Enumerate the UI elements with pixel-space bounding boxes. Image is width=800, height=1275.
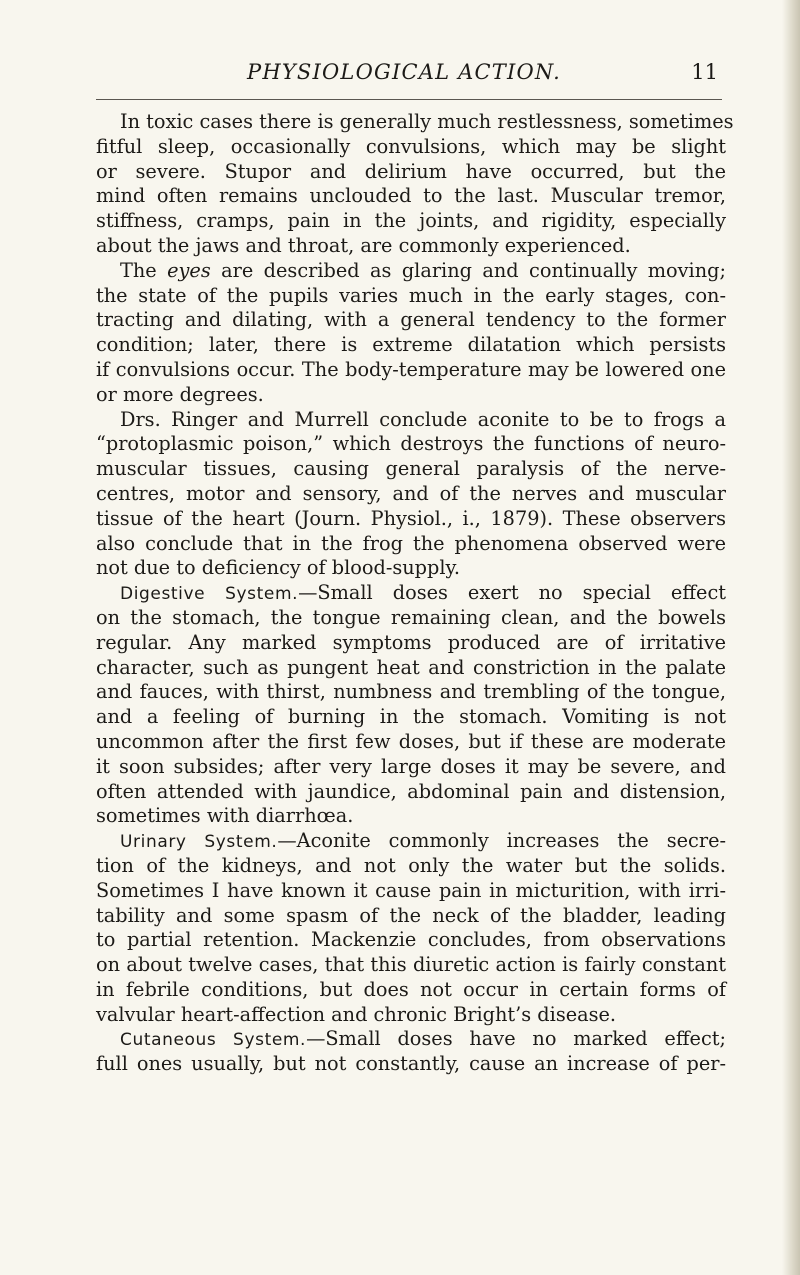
text-line: centres, motor and sensory, and of the nerves and muscular: [96, 481, 726, 505]
text-line: [96, 1027, 726, 1052]
running-title: PHYSIOLOGICAL ACTION.: [247, 60, 561, 84]
text-line: [96, 829, 726, 854]
text-line: and fauces, with thirst, numbness and trembling of the tongue,: [96, 680, 726, 704]
text-line: muscular tissues, causing general paralysis of the nerve-: [96, 457, 726, 481]
text-line: sometimes with diarrhœa.: [96, 804, 354, 828]
text-run: —Small doses have no marked effect;: [306, 1027, 726, 1051]
text-line: mind often remains unclouded to the last. Muscular tremor,: [96, 184, 726, 208]
text-line: “protoplasmic poison,” which destroys the functions of neuro-: [96, 432, 726, 456]
text-line: stiffness, cramps, pain in the joints, and rigidity, especially: [96, 209, 726, 233]
text-line: condition; later, there is extreme dilatation which persists: [96, 333, 726, 357]
text-line: on about twelve cases, that this diuretic action is fairly constant: [96, 953, 726, 977]
text-line: and a feeling of burning in the stomach. Vomiting is not: [96, 705, 726, 729]
italic-text: eyes: [167, 258, 211, 282]
section-heading: Urinary System.: [120, 832, 278, 853]
text-line: tability and some spasm of the neck of the bladder, leading: [96, 903, 726, 927]
text-line: [96, 259, 726, 284]
text-line: fitful sleep, occasionally convulsions, which may be slight: [96, 134, 726, 158]
text-line: often attended with jaundice, abdominal pain and distension,: [96, 779, 726, 803]
text-line: also conclude that in the frog the phenomena observed were: [96, 531, 726, 555]
text-line: full ones usually, but not constantly, cause an increase of per-: [96, 1052, 726, 1076]
text-line: the state of the pupils varies much in the early stages, con-: [96, 283, 726, 307]
header-rule: [96, 99, 722, 100]
body-text: [96, 110, 734, 1077]
text-line: tissue of the heart (Journ. Physiol., i., 1879). These observers: [96, 506, 726, 530]
text-line: character, such as pungent heat and constriction in the palate: [96, 655, 726, 679]
text-line: tion of the kidneys, and not only the water but the solids.: [96, 853, 726, 877]
text-run: The: [120, 258, 168, 282]
text-line: regular. Any marked symptoms produced are of irritative: [96, 630, 726, 654]
text-line: on the stomach, the tongue remaining clean, and the bowels: [96, 605, 726, 629]
text-line: not due to deficiency of blood-supply.: [96, 556, 460, 580]
section-heading: Digestive System.: [120, 584, 299, 605]
text-line: about the jaws and throat, are commonly experienced.: [96, 233, 631, 257]
section-heading: Cutaneous System.: [120, 1030, 307, 1051]
text-line: tracting and dilating, with a general tendency to the former: [96, 308, 726, 332]
page-number: 11: [691, 60, 718, 84]
text-line: valvular heart-affection and chronic Bright’s disease.: [96, 1002, 617, 1026]
text-line: Drs. Ringer and Murrell conclude aconite to be to frogs a: [120, 407, 726, 431]
text-line: it soon subsides; after very large doses it may be severe, and: [96, 754, 726, 778]
page-edge-shadow: [782, 0, 800, 1275]
text-line: or severe. Stupor and delirium have occurred, but the: [96, 159, 726, 183]
text-line: In toxic cases there is generally much restlessness, sometimes: [120, 110, 734, 133]
text-run: —Small doses exert no special effect: [298, 581, 726, 605]
text-line: if convulsions occur. The body-temperature may be lowered one: [96, 357, 726, 381]
text-line: to partial retention. Mackenzie concludes, from observations: [96, 928, 726, 952]
text-run: are described as glaring and continually moving;: [210, 258, 726, 282]
text-line: in febrile conditions, but does not occur in certain forms of: [96, 977, 726, 1001]
text-line: Sometimes I have known it cause pain in micturition, with irri-: [96, 878, 726, 902]
text-line: or more degrees.: [96, 382, 264, 406]
text-run: —Aconite commonly increases the secre-: [277, 829, 726, 853]
text-line: uncommon after the first few doses, but if these are moderate: [96, 729, 726, 753]
text-line: [96, 581, 726, 606]
page-header: [88, 58, 720, 94]
